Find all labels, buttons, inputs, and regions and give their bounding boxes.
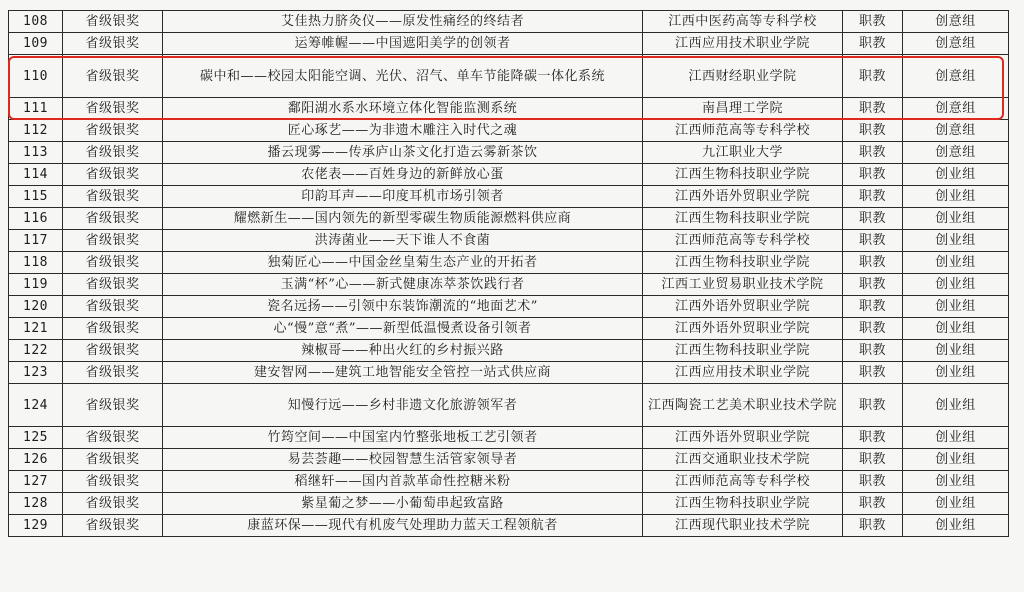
group-name-cell: 创意组 — [903, 120, 1009, 142]
project-name-cell: 鄱阳湖水系水环境立体化智能监测系统 — [163, 98, 643, 120]
project-name-cell: 建安智网——建筑工地智能安全管控一站式供应商 — [163, 362, 643, 384]
category-cell: 职教 — [843, 98, 903, 120]
project-name-cell: 易芸荟趣——校园智慧生活管家领导者 — [163, 449, 643, 471]
row-number-cell: 124 — [9, 384, 63, 427]
school-name-cell: 江西生物科技职业学院 — [643, 252, 843, 274]
row-number-cell: 114 — [9, 164, 63, 186]
category-cell: 职教 — [843, 208, 903, 230]
award-table-body — [9, 11, 1009, 537]
project-name-cell: 印韵耳声——印度耳机市场引领者 — [163, 186, 643, 208]
award-level-cell: 省级银奖 — [63, 208, 163, 230]
row-number-cell: 122 — [9, 340, 63, 362]
table-row — [9, 384, 1009, 427]
school-name-cell: 江西外语外贸职业学院 — [643, 427, 843, 449]
row-number-cell: 116 — [9, 208, 63, 230]
project-name-cell: 匠心琢艺——为非遗木雕注入时代之魂 — [163, 120, 643, 142]
group-name-cell: 创业组 — [903, 252, 1009, 274]
school-name-cell: 江西外语外贸职业学院 — [643, 186, 843, 208]
award-level-cell: 省级银奖 — [63, 98, 163, 120]
project-name-cell: 稻继轩——国内首款革命性控糖米粉 — [163, 471, 643, 493]
table-row — [9, 449, 1009, 471]
project-name-cell: 康蓝环保——现代有机废气处理助力蓝天工程领航者 — [163, 515, 643, 537]
category-cell: 职教 — [843, 252, 903, 274]
project-name-cell: 耀燃新生——国内领先的新型零碳生物质能源燃料供应商 — [163, 208, 643, 230]
table-row — [9, 252, 1009, 274]
category-cell: 职教 — [843, 362, 903, 384]
group-name-cell: 创业组 — [903, 384, 1009, 427]
award-level-cell: 省级银奖 — [63, 384, 163, 427]
group-name-cell: 创业组 — [903, 230, 1009, 252]
school-name-cell: 江西生物科技职业学院 — [643, 164, 843, 186]
category-cell: 职教 — [843, 515, 903, 537]
group-name-cell: 创业组 — [903, 362, 1009, 384]
award-level-cell: 省级银奖 — [63, 296, 163, 318]
award-level-cell: 省级银奖 — [63, 493, 163, 515]
table-row — [9, 208, 1009, 230]
award-level-cell: 省级银奖 — [63, 515, 163, 537]
row-number-cell: 123 — [9, 362, 63, 384]
project-name-cell: 洪涛菌业——天下谁人不食菌 — [163, 230, 643, 252]
row-number-cell: 118 — [9, 252, 63, 274]
school-name-cell: 江西应用技术职业学院 — [643, 33, 843, 55]
group-name-cell: 创意组 — [903, 11, 1009, 33]
project-name-cell: 玉满“杯”心——新式健康冻萃茶饮践行者 — [163, 274, 643, 296]
category-cell: 职教 — [843, 384, 903, 427]
award-level-cell: 省级银奖 — [63, 55, 163, 98]
category-cell: 职教 — [843, 120, 903, 142]
school-name-cell: 江西师范高等专科学校 — [643, 230, 843, 252]
school-name-cell: 江西交通职业技术学院 — [643, 449, 843, 471]
row-number-cell: 110 — [9, 55, 63, 98]
award-level-cell: 省级银奖 — [63, 252, 163, 274]
group-name-cell: 创业组 — [903, 296, 1009, 318]
project-name-cell: 运筹帷幄——中国遮阳美学的创领者 — [163, 33, 643, 55]
table-row — [9, 98, 1009, 120]
table-row — [9, 493, 1009, 515]
award-level-cell: 省级银奖 — [63, 142, 163, 164]
table-row — [9, 427, 1009, 449]
row-number-cell: 108 — [9, 11, 63, 33]
project-name-cell: 瓷名远扬——引领中东装饰潮流的“地面艺术” — [163, 296, 643, 318]
table-row — [9, 33, 1009, 55]
award-level-cell: 省级银奖 — [63, 340, 163, 362]
category-cell: 职教 — [843, 33, 903, 55]
row-number-cell: 126 — [9, 449, 63, 471]
group-name-cell: 创业组 — [903, 208, 1009, 230]
award-level-cell: 省级银奖 — [63, 362, 163, 384]
award-level-cell: 省级银奖 — [63, 11, 163, 33]
group-name-cell: 创意组 — [903, 98, 1009, 120]
group-name-cell: 创业组 — [903, 449, 1009, 471]
school-name-cell: 江西应用技术职业学院 — [643, 362, 843, 384]
group-name-cell: 创业组 — [903, 186, 1009, 208]
school-name-cell: 江西财经职业学院 — [643, 55, 843, 98]
project-name-cell: 辣椒哥——种出火红的乡村振兴路 — [163, 340, 643, 362]
table-row — [9, 471, 1009, 493]
school-name-cell: 江西中医药高等专科学校 — [643, 11, 843, 33]
school-name-cell: 江西工业贸易职业技术学院 — [643, 274, 843, 296]
category-cell: 职教 — [843, 230, 903, 252]
award-level-cell: 省级银奖 — [63, 471, 163, 493]
project-name-cell: 播云现雾——传承庐山茶文化打造云雾新茶饮 — [163, 142, 643, 164]
award-level-cell: 省级银奖 — [63, 186, 163, 208]
project-name-cell: 知慢行远——乡村非遗文化旅游领军者 — [163, 384, 643, 427]
group-name-cell: 创业组 — [903, 471, 1009, 493]
category-cell: 职教 — [843, 164, 903, 186]
row-number-cell: 112 — [9, 120, 63, 142]
table-row — [9, 186, 1009, 208]
category-cell: 职教 — [843, 449, 903, 471]
category-cell: 职教 — [843, 340, 903, 362]
table-row — [9, 515, 1009, 537]
table-row — [9, 340, 1009, 362]
school-name-cell: 江西现代职业技术学院 — [643, 515, 843, 537]
school-name-cell: 江西生物科技职业学院 — [643, 493, 843, 515]
row-number-cell: 111 — [9, 98, 63, 120]
category-cell: 职教 — [843, 296, 903, 318]
table-row — [9, 318, 1009, 340]
table-row — [9, 120, 1009, 142]
school-name-cell: 江西外语外贸职业学院 — [643, 318, 843, 340]
row-number-cell: 115 — [9, 186, 63, 208]
row-number-cell: 127 — [9, 471, 63, 493]
project-name-cell: 碳中和——校园太阳能空调、光伏、沼气、单车节能降碳一体化系统 — [163, 55, 643, 98]
group-name-cell: 创意组 — [903, 142, 1009, 164]
award-level-cell: 省级银奖 — [63, 318, 163, 340]
category-cell: 职教 — [843, 186, 903, 208]
table-row — [9, 55, 1009, 98]
category-cell: 职教 — [843, 274, 903, 296]
school-name-cell: 江西师范高等专科学校 — [643, 471, 843, 493]
category-cell: 职教 — [843, 471, 903, 493]
school-name-cell: 江西外语外贸职业学院 — [643, 296, 843, 318]
award-level-cell: 省级银奖 — [63, 120, 163, 142]
project-name-cell: 艾佳热力脐灸仪——原发性痛经的终结者 — [163, 11, 643, 33]
category-cell: 职教 — [843, 318, 903, 340]
row-number-cell: 128 — [9, 493, 63, 515]
award-level-cell: 省级银奖 — [63, 449, 163, 471]
category-cell: 职教 — [843, 142, 903, 164]
group-name-cell: 创业组 — [903, 340, 1009, 362]
school-name-cell: 江西生物科技职业学院 — [643, 340, 843, 362]
row-number-cell: 119 — [9, 274, 63, 296]
project-name-cell: 独菊匠心——中国金丝皇菊生态产业的开拓者 — [163, 252, 643, 274]
group-name-cell: 创业组 — [903, 515, 1009, 537]
school-name-cell: 九江职业大学 — [643, 142, 843, 164]
row-number-cell: 117 — [9, 230, 63, 252]
category-cell: 职教 — [843, 427, 903, 449]
project-name-cell: 心“慢”意“煮”——新型低温慢煮设备引领者 — [163, 318, 643, 340]
group-name-cell: 创业组 — [903, 164, 1009, 186]
table-row — [9, 362, 1009, 384]
award-level-cell: 省级银奖 — [63, 427, 163, 449]
row-number-cell: 125 — [9, 427, 63, 449]
category-cell: 职教 — [843, 11, 903, 33]
award-level-cell: 省级银奖 — [63, 164, 163, 186]
table-row — [9, 164, 1009, 186]
group-name-cell: 创业组 — [903, 318, 1009, 340]
group-name-cell: 创意组 — [903, 33, 1009, 55]
table-row — [9, 11, 1009, 33]
project-name-cell: 竹筠空间——中国室内竹整张地板工艺引领者 — [163, 427, 643, 449]
award-level-cell: 省级银奖 — [63, 230, 163, 252]
group-name-cell: 创业组 — [903, 274, 1009, 296]
school-name-cell: 南昌理工学院 — [643, 98, 843, 120]
project-name-cell: 紫星葡之梦——小葡萄串起致富路 — [163, 493, 643, 515]
project-name-cell: 农佬表——百姓身边的新鲜放心蛋 — [163, 164, 643, 186]
row-number-cell: 129 — [9, 515, 63, 537]
award-table — [8, 10, 1009, 537]
group-name-cell: 创业组 — [903, 427, 1009, 449]
group-name-cell: 创意组 — [903, 55, 1009, 98]
school-name-cell: 江西师范高等专科学校 — [643, 120, 843, 142]
row-number-cell: 121 — [9, 318, 63, 340]
row-number-cell: 109 — [9, 33, 63, 55]
table-row — [9, 274, 1009, 296]
award-level-cell: 省级银奖 — [63, 33, 163, 55]
table-row — [9, 142, 1009, 164]
table-row — [9, 230, 1009, 252]
award-level-cell: 省级银奖 — [63, 274, 163, 296]
category-cell: 职教 — [843, 493, 903, 515]
group-name-cell: 创业组 — [903, 493, 1009, 515]
school-name-cell: 江西生物科技职业学院 — [643, 208, 843, 230]
row-number-cell: 113 — [9, 142, 63, 164]
table-row — [9, 296, 1009, 318]
category-cell: 职教 — [843, 55, 903, 98]
row-number-cell: 120 — [9, 296, 63, 318]
school-name-cell: 江西陶瓷工艺美术职业技术学院 — [643, 384, 843, 427]
